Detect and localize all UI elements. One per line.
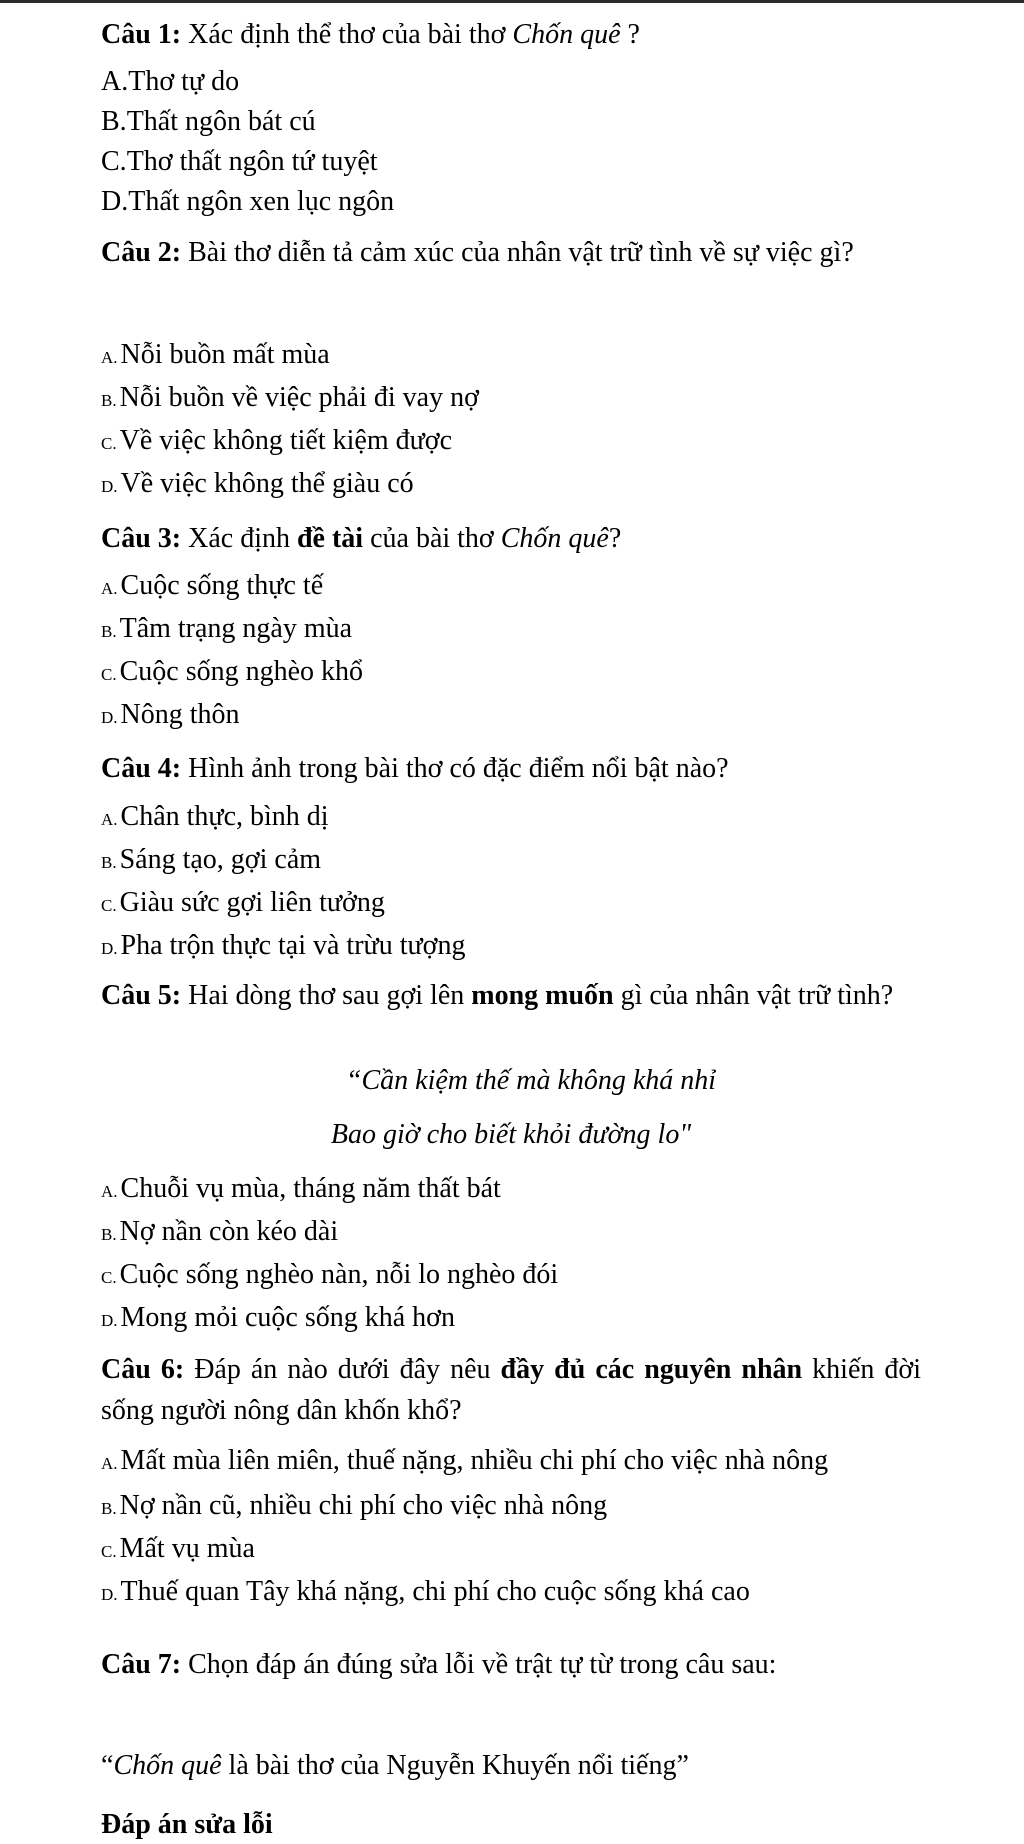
question-3: [101, 518, 921, 559]
question-1: [101, 14, 921, 55]
option: B. Nợ nần còn kéo dài: [101, 1216, 339, 1247]
option: C.Thơ thất ngôn tứ tuyệt: [101, 146, 378, 177]
question-7: [101, 1641, 921, 1688]
quote-line-2: Bao giờ cho biết khỏi đường lo": [330, 1119, 692, 1150]
question-7-sentence: [101, 1745, 921, 1786]
question-4-prompt: Câu 4: Hình ảnh trong bài thơ có đặc điểm nổi bật nào?: [101, 753, 729, 784]
option: D. Mong mỏi cuộc sống khá hơn: [101, 1302, 455, 1333]
sentence-to-fix: “Chốn quê là bài thơ của Nguyễn Khuyến nổi tiếng”: [101, 1750, 689, 1781]
question-6: [101, 1349, 921, 1431]
question-7-answer: [101, 1804, 921, 1844]
question-2-prompt: Câu 2: Bài thơ diễn tả cảm xúc của nhân vật trữ tình về sự việc gì?: [101, 237, 854, 268]
question-4: [101, 748, 921, 789]
question-5-prompt: Câu 5: Hai dòng thơ sau gợi lên mong muốn gì của nhân vật trữ tình?: [101, 980, 894, 1011]
option: C. Cuộc sống nghèo khổ: [101, 656, 364, 687]
option: C. Về việc không tiết kiệm được: [101, 425, 453, 456]
question-1-options: [101, 62, 394, 222]
question-2-options: [101, 335, 479, 507]
option: B. Sáng tạo, gợi cảm: [101, 844, 322, 875]
option: A. Chuỗi vụ mùa, tháng năm thất bát: [101, 1173, 501, 1204]
question-4-options: [101, 797, 465, 969]
answer-label: Đáp án sửa lỗi: [101, 1809, 273, 1840]
option: D. Pha trộn thực tại và trừu tượng: [101, 930, 466, 961]
option: D.Thất ngôn xen lục ngôn: [101, 186, 395, 217]
quote-line-1: “Cần kiệm thế mà không khá nhỉ: [345, 1065, 717, 1096]
option: B. Nợ nần cũ, nhiều chi phí cho việc nhà nông: [101, 1490, 608, 1521]
option: D. Về việc không thể giàu có: [101, 468, 414, 499]
option: A. Nỗi buồn mất mùa: [101, 339, 330, 370]
option: D. Nông thôn: [101, 699, 240, 730]
question-3-options: [101, 566, 363, 738]
question-6-options: [101, 1440, 921, 1615]
option: C. Cuộc sống nghèo nàn, nỗi lo nghèo đói: [101, 1259, 559, 1290]
option: A. Chân thực, bình dị: [101, 801, 329, 832]
option: C. Mất vụ mùa: [101, 1533, 255, 1564]
question-6-prompt: Câu 6: Đáp án nào dưới đây nêu đầy đủ các nguyên nhân khiến đời sống người nông dân khốn khổ?: [101, 1354, 922, 1426]
option: B.Thất ngôn bát cú: [101, 106, 316, 137]
option: B. Nỗi buồn về việc phải đi vay nợ: [101, 382, 479, 413]
option: C. Giàu sức gợi liên tưởng: [101, 887, 385, 918]
option: A.Thơ tự do: [101, 66, 240, 97]
top-border-line: [0, 0, 1024, 3]
question-5-options: [101, 1169, 558, 1341]
question-7-prompt: Câu 7: Chọn đáp án đúng sửa lỗi về trật tự từ trong câu sau:: [101, 1649, 777, 1680]
question-1-prompt: Câu 1: Xác định thể thơ của bài thơ Chốn quê ?: [101, 19, 640, 50]
option: A. Cuộc sống thực tế: [101, 570, 324, 601]
option: B. Tâm trạng ngày mùa: [101, 613, 353, 644]
option: D. Thuế quan Tây khá nặng, chi phí cho cuộc sống khá cao: [101, 1576, 750, 1607]
question-5: [101, 975, 921, 1016]
question-3-prompt: Câu 3: Xác định đề tài của bài thơ Chốn quê?: [101, 523, 622, 554]
question-5-quote: [101, 1060, 921, 1155]
question-2: [101, 232, 921, 273]
option: A. Mất mùa liên miên, thuế nặng, nhiều chi phí cho việc nhà nông: [101, 1445, 829, 1476]
